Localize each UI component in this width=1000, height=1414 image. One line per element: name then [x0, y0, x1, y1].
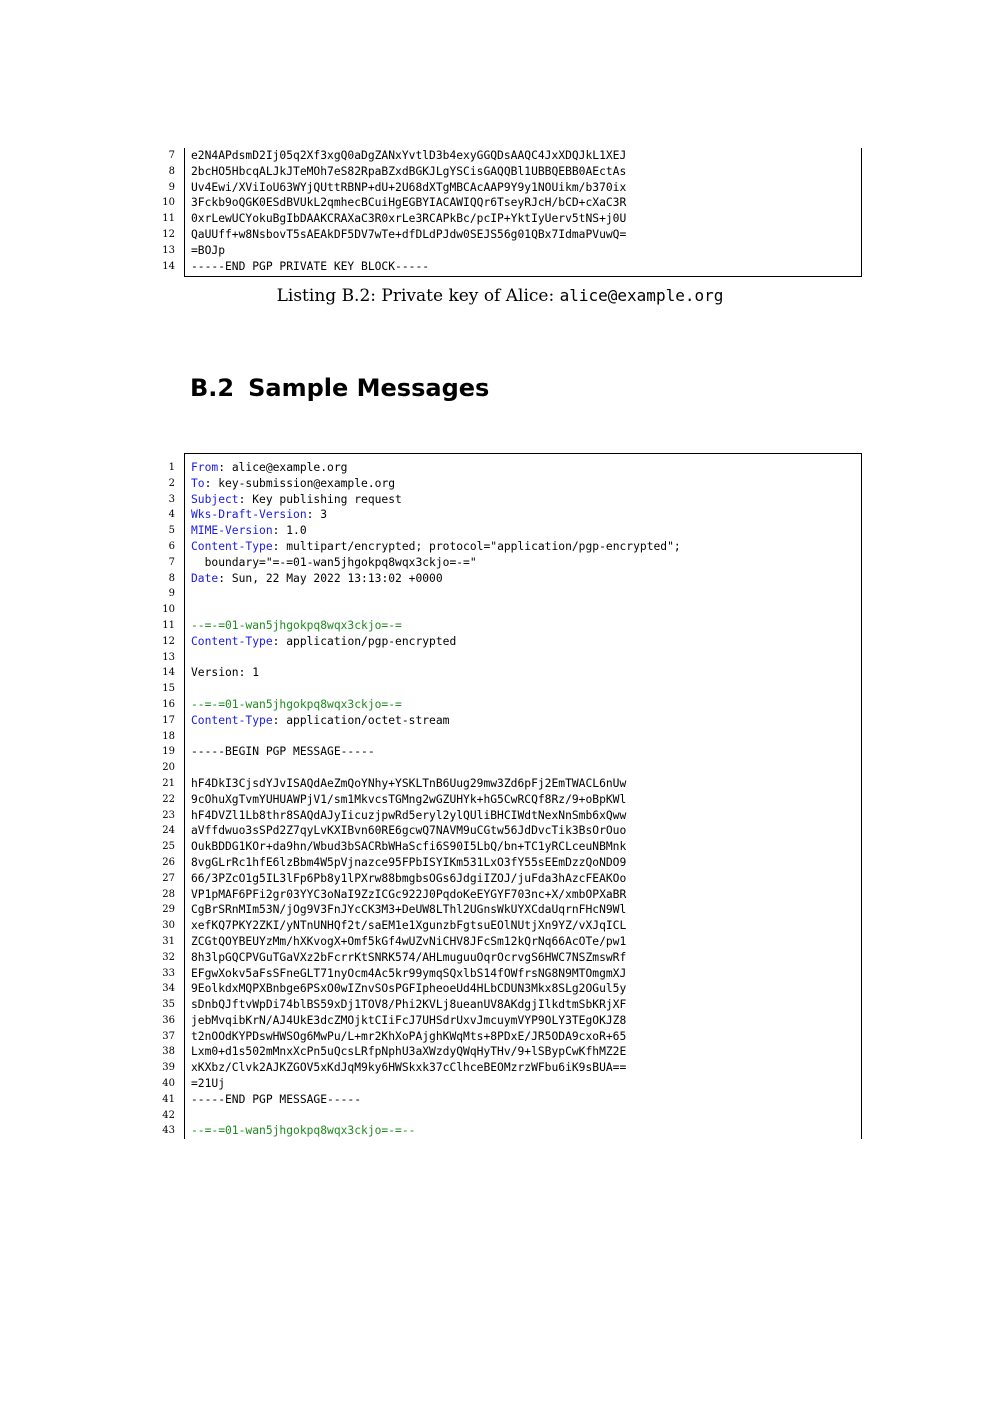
line-number: 6 — [168, 540, 175, 552]
line-number: 25 — [162, 841, 175, 853]
line-content: hF4DkI3CjsdYJvISAQdAeZmQoYNhy+YSKLTnB6Uug29mw3Zd6pFj2EmTWACL6nUw — [191, 776, 627, 790]
line-number: 28 — [162, 888, 175, 900]
code-line — [162, 729, 861, 745]
code-line — [162, 760, 861, 776]
section-title: Sample Messages — [248, 374, 490, 402]
line-number: 30 — [162, 920, 175, 932]
code-text — [191, 571, 443, 587]
line-number: 24 — [162, 825, 175, 837]
code-text — [191, 148, 626, 164]
line-content: =BOJp — [191, 243, 226, 257]
line-content: : application/octet-stream — [272, 713, 450, 727]
code-line — [162, 934, 861, 950]
header-key: Content-Type — [191, 539, 273, 553]
code-line — [168, 164, 861, 180]
code-text — [191, 243, 225, 259]
code-text — [191, 713, 449, 729]
line-content: =21Uj — [191, 1077, 226, 1091]
code-text — [191, 1123, 415, 1139]
listing-caption — [0, 286, 1000, 306]
line-number: 8 — [168, 572, 175, 584]
line-content: aVffdwuo3sSPd2Z7qyLvKXIBvn60RE6gcwQ7NAVM9uCGtw56JdDvcTik3BsOrOuo — [191, 824, 627, 838]
line-content: sDnbQJftvWpDi74blBS59xDj1TOV8/Phi2KVLj8ueanUV8AKdgjIlkdtmSbKRjXF — [191, 998, 627, 1012]
line-number: 14 — [162, 667, 175, 679]
code-text — [191, 1076, 225, 1092]
code-line — [168, 476, 861, 492]
code-line — [162, 966, 861, 982]
code-text — [191, 966, 626, 982]
code-text — [191, 1013, 626, 1029]
code-line — [162, 1060, 861, 1076]
line-number: 22 — [162, 793, 175, 805]
caption-email: alice@example.org — [559, 286, 724, 305]
header-key: Content-Type — [191, 713, 273, 727]
header-key: From — [191, 461, 219, 474]
code-text — [191, 211, 626, 227]
line-number: 7 — [168, 556, 175, 568]
line-content: xefKQ7PKY2ZKI/yNTnUNHQf2t/saEM1e1XgunzbFgtsuEOlNUtjXn9YZ/vXJqICL — [191, 919, 627, 933]
code-line — [162, 902, 861, 918]
line-content: hF4DVZl1Lb8thr8SAQdAJyIicuzjpwRd5eryl2ylQUliBHCIWdtNexNnSmb6xQww — [191, 808, 627, 822]
code-text — [191, 808, 626, 824]
line-number: 2 — [168, 477, 175, 489]
code-text — [191, 259, 429, 275]
code-line — [162, 195, 861, 211]
code-line — [162, 211, 861, 227]
code-line — [162, 950, 861, 966]
header-key: To — [191, 476, 205, 490]
code-line — [162, 1092, 861, 1108]
code-text — [191, 476, 395, 492]
line-number: 20 — [162, 762, 175, 774]
code-line — [162, 1029, 861, 1045]
line-number: 13 — [162, 244, 175, 256]
code-text — [191, 823, 626, 839]
code-line — [168, 523, 861, 539]
line-content: 2bcHO5HbcqALJkJTeMOh7eS82RpaBZxdBGKJLgYSCisGAQQBl1UBBQEBB0AEctAs — [191, 164, 627, 178]
code-text — [191, 950, 626, 966]
line-content: 66/3PZcO1g5IL3lFp6Pb8y1lPXrw88bmgbsOGs6JdgiIZOJ/juFda3hAzcFEAKOo — [191, 871, 627, 885]
line-content: VP1pMAF6PFi2gr03YYC3oNaI9ZzICGc922J0PqdoKeEYGYF703nc+X/xmbOPXaBR — [191, 887, 627, 901]
line-number: 9 — [168, 588, 175, 600]
line-number: 5 — [168, 525, 175, 537]
line-number: 41 — [162, 1093, 175, 1105]
header-key: Subject — [191, 492, 239, 506]
header-key: MIME-Version — [191, 524, 273, 538]
line-content: 3Fckb9oQGK0ESdBVUkL2qmhecBCuiHgEGBYIACAWIQQr6TseyRJcH/bCD+cXaC3R — [191, 196, 627, 210]
line-number: 4 — [168, 509, 175, 521]
code-text — [191, 902, 626, 918]
code-line — [162, 997, 861, 1013]
code-text — [191, 195, 626, 211]
code-line — [162, 259, 861, 275]
line-content: e2N4APdsmD2Ij05q2Xf3xgQ0aDgZANxYvtlD3b4exyGGQDsAAQC4JxXDQJkL1XEJ — [191, 149, 627, 162]
line-content: : key-submission@example.org — [204, 476, 396, 490]
line-number: 33 — [162, 967, 175, 979]
line-number: 29 — [162, 904, 175, 916]
code-text — [191, 1092, 361, 1108]
line-content: : 3 — [306, 508, 328, 522]
line-number: 11 — [162, 619, 175, 631]
line-content: : alice@example.org — [218, 461, 348, 474]
mime-boundary: --=-=01-wan5jhgokpq8wqx3ckjo=-= — [191, 697, 402, 711]
code-line — [162, 713, 861, 729]
line-number: 23 — [162, 809, 175, 821]
line-number: 12 — [162, 635, 175, 647]
code-text — [191, 618, 402, 634]
line-number: 32 — [162, 951, 175, 963]
line-number: 9 — [168, 181, 175, 193]
code-text — [191, 180, 626, 196]
line-content: : Sun, 22 May 2022 13:13:02 +0000 — [218, 571, 443, 585]
line-number: 26 — [162, 856, 175, 868]
line-content: -----BEGIN PGP MESSAGE----- — [191, 745, 375, 759]
code-line — [168, 180, 861, 196]
line-number: 38 — [162, 1046, 175, 1058]
code-line — [162, 665, 861, 681]
line-content: : Key publishing request — [238, 492, 402, 506]
line-number: 19 — [162, 746, 175, 758]
line-number: 35 — [162, 999, 175, 1011]
line-content: xKXbz/Clvk2AJKZGOV5xKdJqM9ky6HWSkxk37cClhceBEOMzrzWFbu6iK9sBUA== — [191, 1061, 627, 1075]
code-line — [162, 227, 861, 243]
code-text — [191, 744, 375, 760]
code-line — [162, 855, 861, 871]
code-line — [162, 1013, 861, 1029]
code-text — [191, 697, 402, 713]
line-number: 14 — [162, 260, 175, 272]
line-content: CgBrSRnMIm53N/jOg9V3FnJYcCK3M3+DeUW8LThl2UGnsWkUYXCdaUqrnFHcN9Wl — [191, 903, 627, 917]
line-content: EFgwXokv5aFsSFneGLT71nyOcm4Ac5kr99ymqSQxlbS14fOWfrsNG8N9MTOmgmXJ — [191, 966, 627, 980]
code-line — [162, 839, 861, 855]
code-text — [191, 665, 259, 681]
line-content: jebMvqibKrN/AJ4UkE3dcZMOjktCIiFcJ7UHSdrUxvJmcuymVYP9OLY3TEgOKJZ8 — [191, 1013, 627, 1027]
code-text — [191, 555, 477, 571]
code-line — [162, 823, 861, 839]
line-content: OukBDDG1KOr+da9hn/Wbud3bSACRbWHaScfi6S90I5LbQ/bn+TC1yRCLceuNBMnk — [191, 840, 627, 854]
code-text — [191, 634, 456, 650]
line-number: 3 — [168, 493, 175, 505]
code-line — [162, 918, 861, 934]
line-content: QaUUff+w8NsbovT5sAEAkDF5DV7wTe+dfDLdPJdw0SEJS56g01QBx7IdmaPVuwQ= — [191, 227, 627, 241]
code-text — [191, 492, 402, 508]
mime-boundary: --=-=01-wan5jhgokpq8wqx3ckjo=-=-- — [191, 1124, 416, 1138]
line-number: 43 — [162, 1125, 175, 1137]
line-content: Uv4Ewi/XViIoU63WYjQUttRBNP+dU+2U68dXTgMBCAcAAP9Y9y1NOUikm/b370ix — [191, 180, 627, 194]
line-content: : 1.0 — [272, 524, 307, 538]
line-number: 7 — [168, 150, 175, 161]
line-number: 13 — [162, 651, 175, 663]
code-line — [162, 887, 861, 903]
line-content: t2nOOdKYPDswHWSOg6MwPu/L+mr2KhXoPAjghKWqMts+8PDxE/JR5ODA9cxoR+65 — [191, 1029, 627, 1043]
code-text — [191, 839, 626, 855]
code-line — [162, 1108, 861, 1124]
line-number: 1 — [168, 462, 175, 473]
line-number: 10 — [162, 604, 175, 616]
code-line — [168, 586, 861, 602]
code-line — [162, 650, 861, 666]
code-line — [162, 681, 861, 697]
code-line — [162, 808, 861, 824]
line-content: Lxm0+d1s502mMnxXcPn5uQcsLRfpNphU3aXWzdyQWqHyTHv/9+lSBypCwKfhMZ2E — [191, 1045, 627, 1059]
line-content: 9cOhuXgTvmYUHUAWPjV1/sm1MkvcsTGMng2wGZUHYk+hG5CwRCQf8Rz/9+oBpKWl — [191, 792, 627, 806]
code-line — [168, 148, 861, 164]
code-line — [162, 618, 861, 634]
code-line — [162, 602, 861, 618]
line-content: Version: 1 — [191, 666, 260, 680]
code-text — [191, 523, 307, 539]
line-number: 15 — [162, 683, 175, 695]
code-text — [191, 776, 626, 792]
line-number: 42 — [162, 1109, 175, 1121]
header-key: Content-Type — [191, 634, 273, 648]
code-line — [162, 792, 861, 808]
line-content: ZCGtQOYBEUYzMm/hXKvogX+Omf5kGf4wUZvNiCHV8JFcSm12kQrNq66AcOTe/pw1 — [191, 934, 627, 948]
header-key: Wks-Draft-Version — [191, 508, 307, 522]
code-line — [168, 507, 861, 523]
line-content: 8h3lpGQCPVGuTGaVXz2bFcrrKtSNRK574/AHLmuguuOqrOcrvgS6HWC7NSZmswRf — [191, 950, 627, 964]
code-line — [162, 744, 861, 760]
code-text — [191, 855, 626, 871]
code-text — [191, 887, 626, 903]
code-line — [162, 1123, 861, 1139]
line-content: : application/pgp-encrypted — [272, 634, 457, 648]
section-heading — [190, 374, 489, 402]
section-number: B.2 — [190, 374, 235, 402]
line-number: 16 — [162, 698, 175, 710]
code-text — [191, 997, 626, 1013]
code-text — [191, 934, 626, 950]
code-line — [162, 697, 861, 713]
code-line — [162, 1076, 861, 1092]
caption-text: Listing B.2: Private key of Alice: — [276, 286, 560, 306]
code-text — [191, 1044, 626, 1060]
code-text — [191, 1029, 626, 1045]
line-number: 40 — [162, 1078, 175, 1090]
code-line — [162, 981, 861, 997]
line-number: 11 — [162, 213, 175, 225]
code-text — [191, 164, 626, 180]
code-line — [168, 571, 861, 587]
code-line — [168, 492, 861, 508]
line-content: : multipart/encrypted; protocol="application/pgp-encrypted"; — [272, 539, 681, 553]
code-text — [191, 227, 626, 243]
code-text — [191, 1060, 626, 1076]
code-line — [162, 1044, 861, 1060]
code-text — [191, 507, 327, 523]
code-text — [191, 460, 347, 476]
private-key-listing — [162, 148, 862, 277]
line-number: 31 — [162, 935, 175, 947]
code-text — [191, 539, 681, 555]
code-line — [168, 460, 861, 476]
code-line — [168, 539, 861, 555]
code-line — [162, 634, 861, 650]
header-key: Date — [191, 571, 219, 585]
line-content: -----END PGP MESSAGE----- — [191, 1092, 362, 1106]
line-number: 37 — [162, 1030, 175, 1042]
line-number: 10 — [162, 197, 175, 209]
code-text — [191, 792, 626, 808]
line-content: 8vgGLrRc1hfE6lzBbm4W5pVjnazce95FPbISYIKm531LxO3fY55sEEmDzzQoNDO9 — [191, 855, 627, 869]
line-number: 8 — [168, 165, 175, 177]
line-number: 39 — [162, 1062, 175, 1074]
line-content: 0xrLewUCYokuBgIbDAAKCRAXaC3R0xrLe3RCAPkBc/pcIP+YktIyUerv5tNS+j0U — [191, 212, 627, 226]
line-number: 27 — [162, 872, 175, 884]
line-number: 21 — [162, 777, 175, 789]
sample-message-listing — [162, 453, 862, 1139]
line-number: 36 — [162, 1014, 175, 1026]
line-number: 18 — [162, 730, 175, 742]
code-line — [162, 776, 861, 792]
line-content: boundary="=-=01-wan5jhgokpq8wqx3ckjo=-=" — [191, 555, 477, 569]
code-text — [191, 918, 626, 934]
line-content: 9EolkdxMQPXBnbge6PSxO0wIZnvSOsPGFIpheoeUd4HLbCDUN3Mkx8SLg2OGul5y — [191, 982, 627, 996]
code-line — [162, 243, 861, 259]
code-text — [191, 871, 626, 887]
mime-boundary: --=-=01-wan5jhgokpq8wqx3ckjo=-= — [191, 618, 402, 632]
line-number: 12 — [162, 228, 175, 240]
line-number: 34 — [162, 983, 175, 995]
code-line — [168, 555, 861, 571]
code-text — [191, 981, 626, 997]
line-content: -----END PGP PRIVATE KEY BLOCK----- — [191, 259, 430, 273]
line-number: 17 — [162, 714, 175, 726]
code-line — [162, 871, 861, 887]
